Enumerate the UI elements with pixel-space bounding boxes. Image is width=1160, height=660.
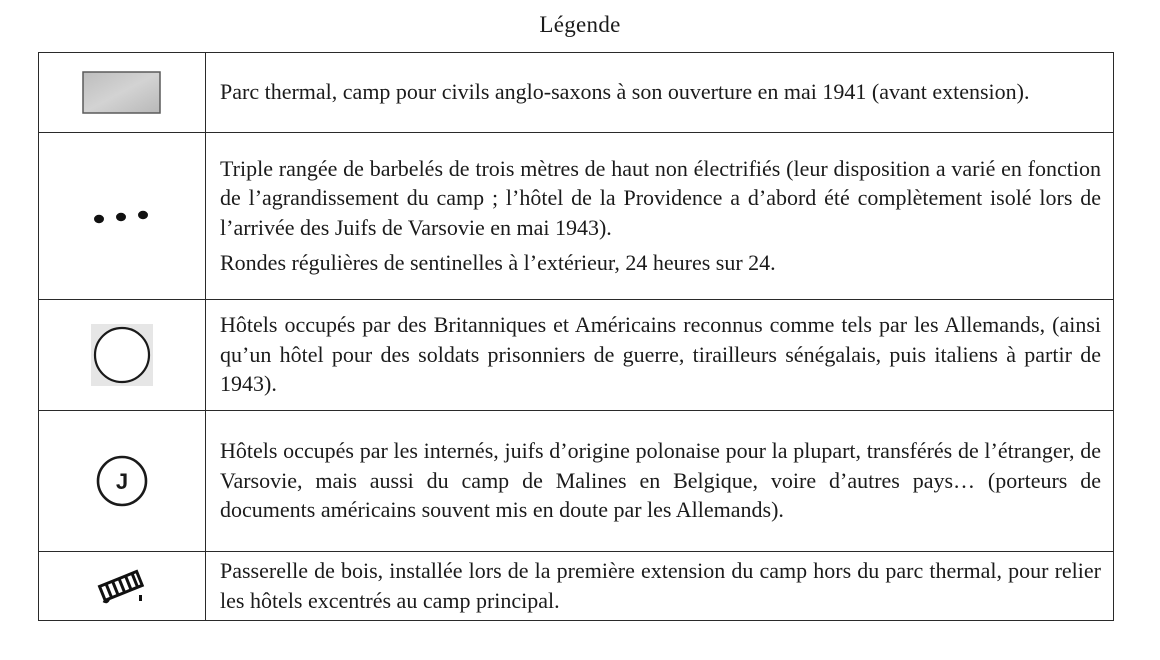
- legend-text: Hôtels occupés par des Britanniques et Américains reconnus comme tels par les Allemands, (ainsi qu’un hôtel pour des soldats prisonniers de guerre, tirailleurs sénégalais, puis italiens à partir de 1943).: [220, 312, 1101, 397]
- circle-j-icon: [92, 451, 152, 511]
- three-dots-icon: [82, 204, 162, 228]
- legend-symbol-cell: [39, 133, 206, 300]
- legend-text: Passerelle de bois, installée lors de la première extension du camp hors du parc thermal, pour relier les hôtels excentrés au camp principal.: [220, 558, 1101, 613]
- legend-description: [206, 552, 1114, 621]
- legend-row-british-american-hotels: [39, 300, 1114, 411]
- legend-description: [206, 53, 1114, 133]
- legend-symbol-cell: [39, 411, 206, 552]
- circle-j-letter: J: [115, 469, 129, 494]
- footbridge-icon: [95, 566, 149, 606]
- empty-circle-icon: [89, 322, 155, 388]
- legend-symbol-cell: [39, 53, 206, 133]
- legend-symbol-cell: [39, 300, 206, 411]
- legend-table: [38, 52, 1114, 621]
- legend-row-interned-hotels: [39, 411, 1114, 552]
- legend-text: Hôtels occupés par les internés, juifs d’origine polonaise pour la plupart, transférés de l’étranger, de Varsovie, mais aussi du camp de Malines en Belgique, voire d’autres pays… (porteurs de documents américains souvent mis en doute par les Allemands).: [220, 438, 1101, 523]
- legend-row-thermal-park: [39, 53, 1114, 133]
- legend-title: Légende: [539, 12, 621, 37]
- legend-row-barbed-wire: [39, 133, 1114, 300]
- legend-text: Parc thermal, camp pour civils anglo-saxons à son ouverture en mai 1941 (avant extension).: [220, 79, 1030, 105]
- legend-row-footbridge: [39, 552, 1114, 621]
- legend-description: [206, 133, 1114, 300]
- legend-description: [206, 300, 1114, 411]
- legend-text: Rondes régulières de sentinelles à l’extérieur, 24 heures sur 24.: [220, 250, 776, 275]
- legend-text: Triple rangée de barbelés de trois mètres de haut non électrifiés (leur disposition a varié en fonction de l’agrandissement du camp ; l’hôtel de la Providence a d’abord été complètement isolé lors de l’arrivée des Juifs de Varsovie en mai 1943).: [220, 155, 1101, 240]
- legend-symbol-cell: [39, 552, 206, 621]
- legend-description: [206, 411, 1114, 552]
- grey-rectangle-icon: [82, 70, 162, 116]
